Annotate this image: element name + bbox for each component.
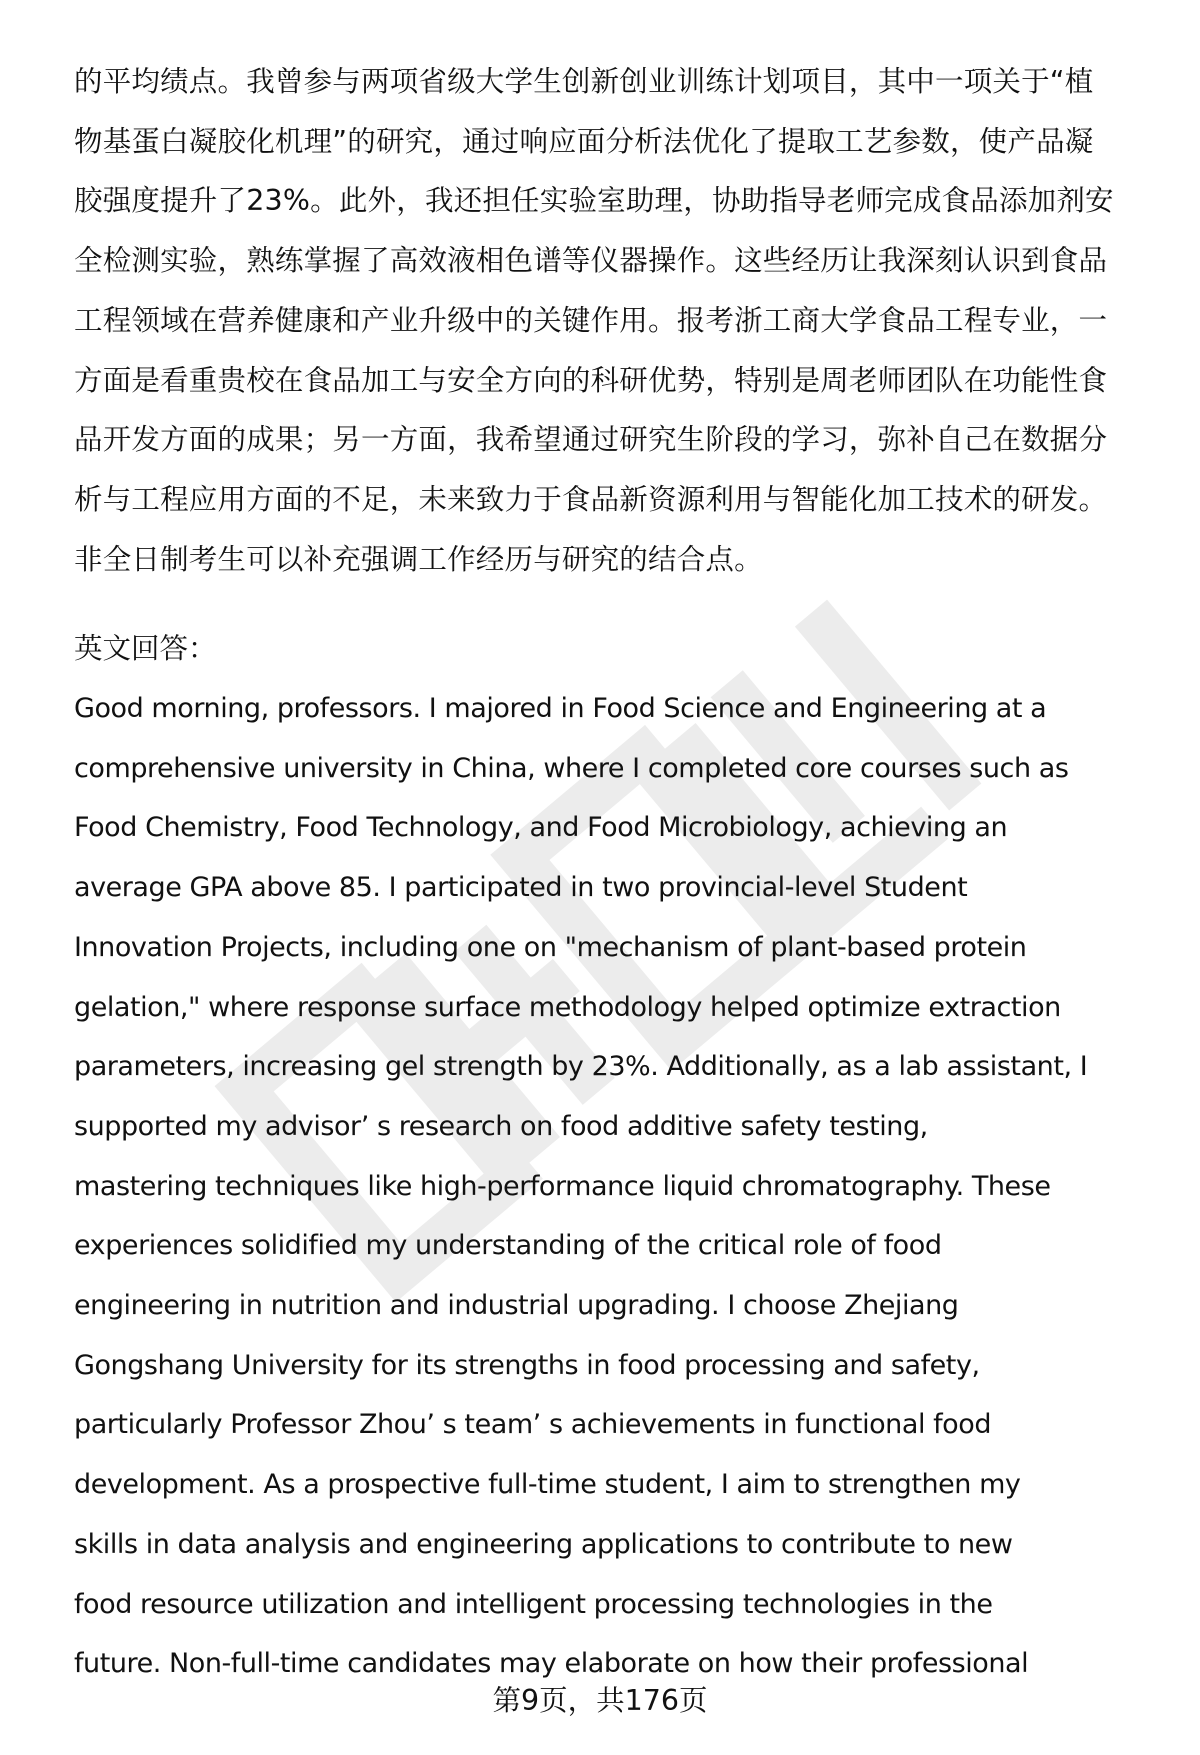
chinese-answer-paragraph bbox=[74, 52, 1164, 589]
english-answer-line: food resource utilization and intelligent processing technologies in the bbox=[74, 1588, 993, 1620]
page-number-footer: 第9页，共176页 bbox=[492, 1684, 708, 1717]
english-answer-line: engineering in nutrition and industrial upgrading. I choose Zhejiang bbox=[74, 1290, 959, 1322]
english-answer-line: parameters, increasing gel strength by 23%. Additionally, as a lab assistant, I bbox=[74, 1051, 1088, 1083]
english-answer-line: Innovation Projects, including one on "mechanism of plant-based protein bbox=[74, 931, 1027, 963]
english-answer-line: supported my advisor’ s research on food additive safety testing, bbox=[74, 1110, 928, 1142]
english-answer-line: experiences solidified my understanding of the critical role of food bbox=[74, 1230, 942, 1262]
chinese-answer-line: 全检测实验，熟练掌握了高效液相色谱等仪器操作。这些经历让我深刻认识到食品 bbox=[74, 244, 1108, 278]
chinese-answer-line: 的平均绩点。我曾参与两项省级大学生创新创业训练计划项目，其中一项关于“植 bbox=[74, 65, 1094, 98]
english-answer-line: mastering techniques like high-performance liquid chromatography. These bbox=[74, 1170, 1051, 1202]
english-answer-line: Food Chemistry, Food Technology, and Food Microbiology, achieving an bbox=[74, 812, 1008, 844]
english-answer-line: Gongshang University for its strengths in food processing and safety, bbox=[74, 1349, 980, 1381]
chinese-answer-line: 工程领域在营养健康和产业升级中的关键作用。报考浙工商大学食品工程专业，一 bbox=[74, 303, 1108, 337]
english-answer-line: skills in data analysis and engineering applications to contribute to new bbox=[74, 1528, 1013, 1560]
english-answer-line: future. Non-full-time candidates may elaborate on how their professional bbox=[74, 1648, 1029, 1680]
english-answer-line: average GPA above 85. I participated in two provincial-level Student bbox=[74, 872, 968, 904]
english-answer-line: gelation," where response surface methodology helped optimize extraction bbox=[74, 991, 1061, 1023]
english-answer-heading: 英文回答： bbox=[74, 632, 217, 666]
english-answer-line: comprehensive university in China, where I completed core courses such as bbox=[74, 752, 1069, 784]
english-answer-line: Good morning, professors. I majored in Food Science and Engineering at a bbox=[74, 693, 1047, 725]
content-area bbox=[74, 52, 1164, 1694]
english-answer-paragraph bbox=[74, 679, 1164, 1694]
chinese-answer-line: 品开发方面的成果；另一方面，我希望通过研究生阶段的学习，弥补自己在数据分 bbox=[74, 423, 1108, 457]
chinese-answer-line: 析与工程应用方面的不足，未来致力于食品新资源利用与智能化加工技术的研发。 bbox=[74, 482, 1108, 516]
english-answer-line: development. As a prospective full-time student, I aim to strengthen my bbox=[74, 1469, 1021, 1501]
chinese-answer-line: 非全日制考生可以补充强调工作经历与研究的结合点。 bbox=[74, 542, 763, 576]
chinese-answer-line: 胶强度提升了23%。此外，我还担任实验室助理，协助指导老师完成食品添加剂安 bbox=[74, 184, 1114, 218]
chinese-answer-line: 方面是看重贵校在食品加工与安全方向的科研优势，特别是周老师团队在功能性食 bbox=[74, 363, 1108, 397]
chinese-answer-line: 物基蛋白凝胶化机理”的研究，通过响应面分析法优化了提取工艺参数，使产品凝 bbox=[74, 124, 1094, 158]
english-answer-line: particularly Professor Zhou’ s team’ s achievements in functional food bbox=[74, 1409, 992, 1441]
